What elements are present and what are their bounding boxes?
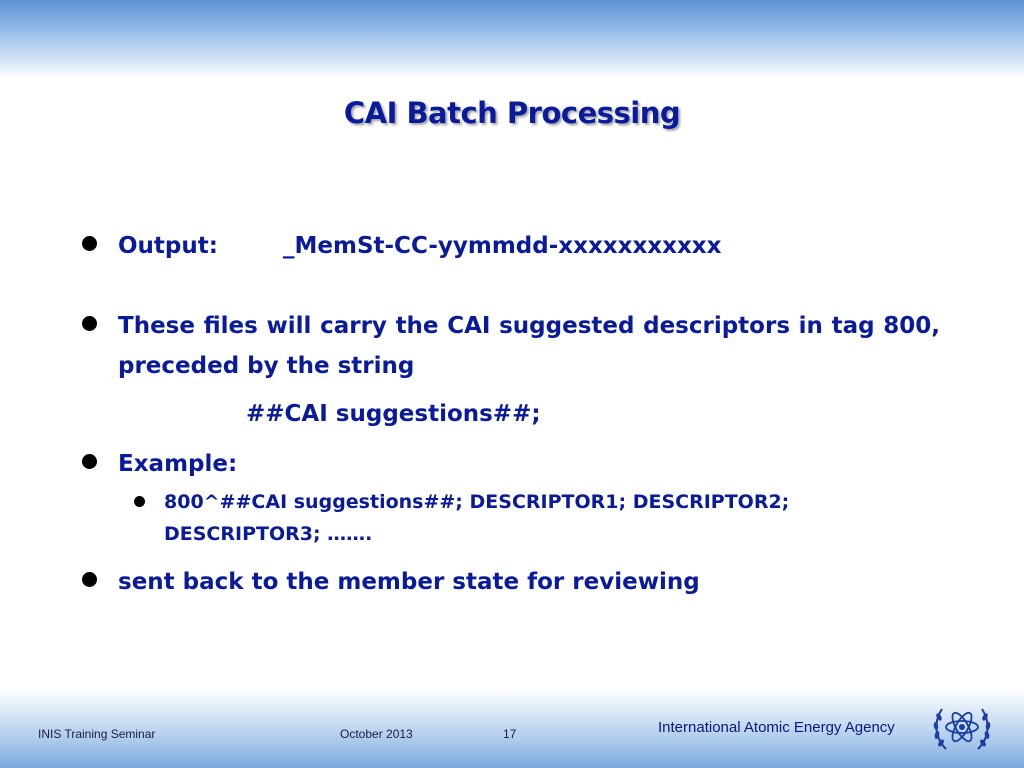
files-string-line: [80, 394, 940, 434]
output-label: Output:: [118, 233, 218, 259]
slide-title: CAI Batch Processing: [343, 96, 681, 130]
footer-seminar: INIS Training Seminar: [38, 727, 156, 741]
bullet-dot-icon: [82, 572, 97, 587]
sub-bullet-example: [80, 486, 940, 550]
iaea-emblem-icon: [930, 695, 994, 759]
bullet-output: [80, 226, 940, 266]
example-label: Example:: [118, 451, 238, 477]
footer-date: October 2013: [340, 727, 413, 741]
slide-content: [80, 226, 940, 602]
footer-page-number: 17: [503, 727, 517, 741]
bullet-example: [80, 444, 940, 484]
bullet-sent-back: [80, 562, 940, 602]
bullet-dot-icon: [82, 236, 97, 251]
files-string: ##CAI suggestions##;: [246, 401, 541, 427]
footer-agency-name: International Atomic Energy Agency: [658, 719, 895, 736]
files-text: These files will carry the CAI suggested descriptors in tag 800, preceded by the string: [118, 313, 940, 379]
bullet-dot-icon: [134, 496, 145, 507]
bullet-files: [80, 306, 940, 386]
bullet-dot-icon: [82, 454, 97, 469]
header-gradient-band: [0, 0, 1024, 78]
bullet-dot-icon: [82, 316, 97, 331]
example-sub-text: 800^##CAI suggestions##; DESCRIPTOR1; DESCRIPTOR2; DESCRIPTOR3; …….: [164, 491, 790, 545]
sent-back-text: sent back to the member state for reviewing: [118, 569, 700, 595]
output-value: _MemSt-CC-yymmdd-xxxxxxxxxxx: [283, 233, 722, 259]
